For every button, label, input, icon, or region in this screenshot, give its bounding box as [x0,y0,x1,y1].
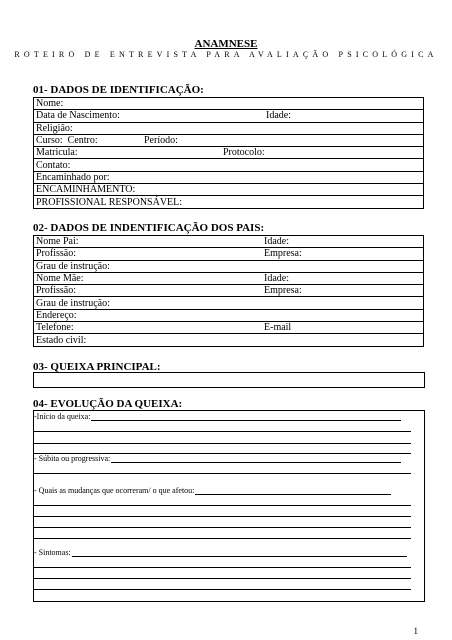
answer-line[interactable] [91,413,401,421]
document-subtitle: ROTEIRO DE ENTREVISTA PARA AVALIAÇÃO PSICOLÓGICA [14,50,438,59]
field-label: Contato: [36,159,71,171]
prompt-label: - Quais as mudanças que ocorreram/ o que afetou: [34,486,195,495]
prompt-label: -Início da queixa: [34,412,91,421]
identification-table [33,97,424,209]
table-row [34,334,424,346]
answer-line[interactable] [34,527,411,528]
field-label: Religião: [36,122,73,134]
answer-line[interactable] [34,516,411,517]
field-label-protocol: Protocolo: [223,147,265,159]
section-complaint-evolution-title: 04- EVOLUÇÃO DA QUEIXA: [33,398,183,410]
field-father-name[interactable] [34,236,424,248]
prompt-sudden-progressive [34,454,401,463]
field-course[interactable] [34,134,424,146]
prompt-label: - Sintomas: [34,548,71,557]
field-contact[interactable] [34,159,424,171]
field-label-age: Idade: [264,236,289,247]
table-row [34,196,424,208]
prompt-label: - Súbita ou progressiva: [34,454,111,463]
prompt-symptoms [34,548,407,557]
parents-table [33,235,424,347]
prompt-changes [34,486,391,495]
field-label-company: Empresa: [264,285,302,297]
table-row [34,159,424,171]
answer-line[interactable] [34,578,411,579]
field-father-education[interactable] [34,260,424,272]
table-row [34,147,424,159]
field-label: Encaminhado por: [36,171,110,183]
field-label: Profissão: [36,248,76,260]
field-referral[interactable] [34,184,424,196]
field-label: Nome Pai: [36,236,79,248]
field-label: ENCAMINHAMENTO: [36,184,136,196]
field-mother-name[interactable] [34,272,424,284]
table-row [34,236,424,248]
field-father-profession[interactable] [34,248,424,260]
field-professional[interactable] [34,196,424,208]
answer-line[interactable] [111,455,401,463]
table-row [34,134,424,146]
table-row [34,297,424,309]
table-row [34,122,424,134]
field-label: Grau de instrução: [36,297,110,309]
answer-line[interactable] [34,431,411,432]
field-label-email: E-mail [264,322,292,334]
field-birthdate[interactable] [34,110,424,122]
table-row [34,285,424,297]
field-label: Nome Mãe: [36,273,84,285]
answer-line[interactable] [34,589,411,590]
field-label-company: Empresa: [264,248,302,260]
field-religion[interactable] [34,122,424,134]
main-complaint-field[interactable] [33,372,425,388]
table-row [34,272,424,284]
field-registration[interactable] [34,147,424,159]
table-row [34,260,424,272]
section-main-complaint-title: 03- QUEIXA PRINCIPAL: [33,361,161,373]
field-mother-education[interactable] [34,297,424,309]
field-label: Data de Nascimento: [36,110,120,122]
answer-line[interactable] [34,443,411,444]
table-row [34,309,424,321]
field-marital-status[interactable] [34,334,424,346]
answer-line[interactable] [34,473,411,474]
field-label-age: Idade: [264,272,289,284]
prompt-onset [34,412,401,421]
field-label-period: Período: [144,134,178,146]
field-label: Telefone: [36,322,74,334]
field-label: Matricula: [36,147,78,159]
table-row [34,110,424,122]
field-name[interactable] [34,98,424,110]
table-row [34,98,424,110]
answer-line[interactable] [195,487,391,495]
table-row [34,184,424,196]
field-label: Estado civil: [36,334,87,346]
table-row [34,171,424,183]
field-phone[interactable] [34,322,424,334]
field-label: Grau de instrução: [36,260,110,272]
section-identification-title: 01- DADOS DE IDENTIFICAÇÃO: [33,84,204,96]
field-label: Curso: Centro: [36,135,98,147]
table-row [34,248,424,260]
table-row [34,322,424,334]
section-parents-title: 02- DADOS DE INDENTIFICAÇÃO DOS PAIS: [33,222,265,234]
field-label-age: Idade: [266,110,291,122]
field-referred-by[interactable] [34,171,424,183]
answer-line[interactable] [34,505,411,506]
field-label: PROFISSIONAL RESPONSÁVEL: [36,196,183,208]
page-number: 1 [413,626,418,636]
field-label: Endereço: [36,309,77,321]
answer-line[interactable] [34,538,411,539]
complaint-evolution-box [33,410,425,602]
field-mother-profession[interactable] [34,285,424,297]
document-title: ANAMNESE [194,38,258,50]
answer-line[interactable] [72,549,407,557]
field-label: Nome: [36,98,64,110]
field-label: Profissão: [36,285,76,297]
answer-line[interactable] [34,567,411,568]
field-address[interactable] [34,309,424,321]
